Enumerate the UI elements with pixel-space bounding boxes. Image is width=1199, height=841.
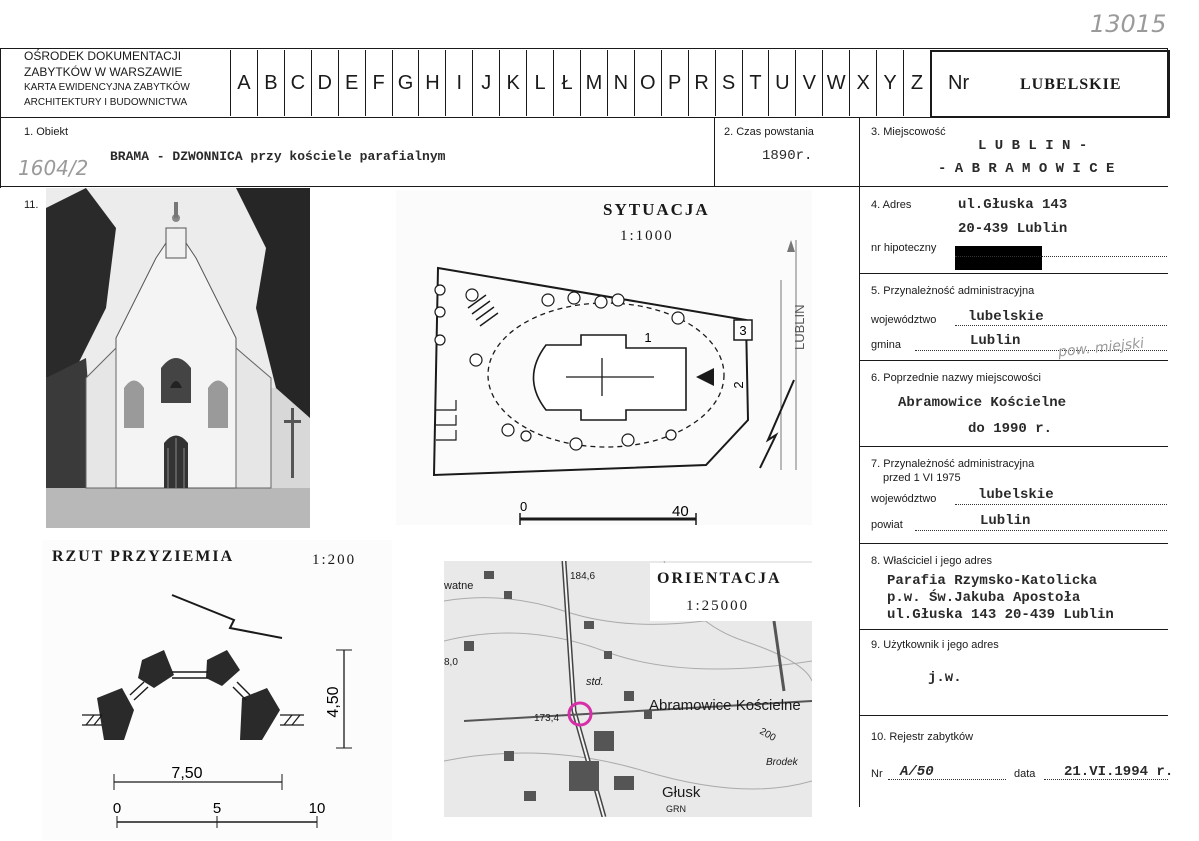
przynaleznosc-note: pow. miejski bbox=[1057, 335, 1145, 361]
rzut-dim-width: 7,50 bbox=[171, 765, 203, 782]
przynaleznosc-gmina-label: gmina bbox=[871, 339, 901, 351]
alphabet-letter: V bbox=[795, 50, 822, 116]
orientacja-scale: 1:25000 bbox=[686, 598, 750, 614]
przynaleznosc-woj-label: województwo bbox=[871, 314, 937, 326]
institution-line3: KARTA EWIDENCYJNA ZABYTKÓW bbox=[24, 82, 190, 93]
map-std: std. bbox=[586, 676, 604, 688]
przyn-przed-woj-value: lubelskie bbox=[978, 487, 1054, 503]
alphabet-letter: W bbox=[822, 50, 849, 116]
adres-line2: 20-439 Lublin bbox=[958, 221, 1068, 237]
uzytkownik-value: j.w. bbox=[928, 670, 962, 686]
nr-value: LUBELSKIE bbox=[1020, 76, 1122, 93]
sytuacja-bar-end: 40 bbox=[672, 503, 689, 520]
divider-obiekt bbox=[714, 117, 715, 187]
map-height-3: 200 bbox=[757, 726, 778, 744]
sytuacja-bar-start: 0 bbox=[520, 499, 528, 514]
divider-main bbox=[859, 117, 860, 807]
sytuacja-mark-3: 3 bbox=[739, 323, 747, 338]
right-row-line-5 bbox=[860, 543, 1168, 544]
przyn-przed-powiat-value: Lublin bbox=[980, 513, 1031, 529]
rejestr-data-label: data bbox=[1014, 768, 1036, 780]
alphabet-letter: B bbox=[257, 50, 284, 116]
handwritten-code: 1604/2 bbox=[18, 156, 89, 180]
map-place-abramowice: Abramowice Kościelne bbox=[649, 697, 801, 714]
alphabet-letter: R bbox=[688, 50, 715, 116]
rejestr-data-value: 21.VI.1994 r. bbox=[1064, 764, 1174, 780]
header-bottom-line bbox=[0, 117, 1168, 118]
map-place-grn: GRN bbox=[666, 804, 686, 814]
map-edge-label: watne bbox=[444, 580, 474, 592]
rzut-bar-10: 10 bbox=[308, 800, 326, 817]
sytuacja-mark-1: 1 bbox=[644, 330, 652, 345]
hipoteczny-redaction bbox=[955, 246, 1042, 270]
section-11-label: 11. bbox=[24, 199, 39, 211]
map-place-brodek: Brodek bbox=[766, 757, 798, 768]
przyn-przed-label1: 7. Przynależność administracyjna bbox=[871, 458, 1035, 470]
hipoteczny-label: nr hipoteczny bbox=[871, 242, 937, 254]
alphabet-letter: N bbox=[607, 50, 634, 116]
alphabet-letter: L bbox=[526, 50, 553, 116]
alphabet-letter: P bbox=[661, 50, 688, 116]
przynaleznosc-woj-value: lubelskie bbox=[968, 309, 1044, 325]
frame-left bbox=[0, 48, 1, 188]
uzytkownik-label: 9. Użytkownik i jego adres bbox=[871, 639, 999, 651]
miejscowosc-label: 3. Miejscowość bbox=[871, 126, 946, 138]
adres-line1: ul.Głuska 143 bbox=[958, 197, 1068, 213]
rzut-plan-drawing bbox=[42, 570, 392, 840]
map-height-1: 184,6 bbox=[570, 571, 596, 582]
rejestr-nr-label: Nr bbox=[871, 768, 883, 780]
sytuacja-scale: 1:1000 bbox=[620, 228, 674, 244]
alphabet-letter: S bbox=[715, 50, 742, 116]
sytuacja-mark-2: 2 bbox=[731, 381, 746, 389]
przynaleznosc-gmina-value: Lublin bbox=[970, 333, 1021, 349]
alphabet-letter: C bbox=[284, 50, 311, 116]
obiekt-value: BRAMA - DZWONNICA przy kościele parafialnym bbox=[110, 149, 446, 164]
miejscowosc-line1: L U B L I N - bbox=[978, 138, 1088, 154]
sytuacja-plan-drawing bbox=[396, 240, 812, 530]
przyn-przed-powiat-label: powiat bbox=[871, 519, 903, 531]
alphabet-letter: E bbox=[338, 50, 365, 116]
przynaleznosc-woj-dots bbox=[955, 325, 1167, 326]
przynaleznosc-label: 5. Przynależność administracyjna bbox=[871, 285, 1035, 297]
poprzednie-line2: do 1990 r. bbox=[968, 421, 1053, 437]
alphabet-letter: X bbox=[849, 50, 876, 116]
alphabet-letter: K bbox=[499, 50, 526, 116]
alphabet-letter: Z bbox=[903, 50, 930, 116]
alphabet-letter: U bbox=[768, 50, 795, 116]
rzut-scale: 1:200 bbox=[312, 552, 357, 568]
alphabet-letter: T bbox=[742, 50, 769, 116]
rejestr-nr-value: A/50 bbox=[900, 764, 934, 780]
obiekt-bottom-line bbox=[0, 186, 860, 187]
alphabet-letter: D bbox=[311, 50, 338, 116]
alphabet-letter: G bbox=[392, 50, 419, 116]
przyn-przed-woj-label: województwo bbox=[871, 493, 937, 505]
przyn-przed-woj-dots bbox=[955, 504, 1167, 505]
wlasciciel-line2: p.w. Św.Jakuba Apostoła bbox=[887, 590, 1081, 606]
alphabet-letter: M bbox=[580, 50, 607, 116]
rzut-bar-5: 5 bbox=[212, 800, 222, 817]
sytuacja-road-label: LUBLIN bbox=[792, 304, 807, 350]
miejscowosc-line2: - A B R A M O W I C E bbox=[938, 161, 1115, 177]
alphabet-letter: O bbox=[634, 50, 661, 116]
right-row-line-6 bbox=[860, 629, 1168, 630]
czas-label: 2. Czas powstania bbox=[724, 126, 814, 138]
hipoteczny-dots bbox=[955, 256, 1167, 257]
alphabet-letter: Ł bbox=[553, 50, 580, 116]
right-row-line-1 bbox=[860, 186, 1168, 187]
przyn-przed-powiat-dots bbox=[915, 530, 1167, 531]
right-row-line-7 bbox=[860, 715, 1168, 716]
institution-line2: ZABYTKÓW W WARSZAWIE bbox=[24, 65, 183, 79]
alphabet-letter: I bbox=[445, 50, 472, 116]
institution-line4: ARCHITEKTURY I BUDOWNICTWA bbox=[24, 97, 188, 108]
alphabet-letter: F bbox=[365, 50, 392, 116]
institution-line1: OŚRODEK DOKUMENTACJI bbox=[24, 49, 182, 63]
orientacja-title: ORIENTACJA bbox=[657, 570, 782, 587]
alphabet-index bbox=[230, 50, 930, 116]
alphabet-letter: J bbox=[472, 50, 499, 116]
photo-gate-belfry bbox=[46, 188, 310, 528]
wlasciciel-line3: ul.Głuska 143 20-439 Lublin bbox=[887, 607, 1114, 623]
adres-label: 4. Adres bbox=[871, 199, 912, 211]
przyn-przed-label2: przed 1 VI 1975 bbox=[883, 472, 961, 484]
alphabet-letter: Y bbox=[876, 50, 903, 116]
map-place-glusk: Głusk bbox=[662, 784, 701, 801]
poprzednie-line1: Abramowice Kościelne bbox=[898, 395, 1067, 411]
right-row-line-4 bbox=[860, 446, 1168, 447]
alphabet-letter: A bbox=[230, 50, 257, 116]
alphabet-letter: H bbox=[418, 50, 445, 116]
rzut-bar-0: 0 bbox=[112, 800, 122, 817]
right-row-line-2 bbox=[860, 273, 1168, 274]
card-number: 13015 bbox=[1090, 10, 1167, 38]
rzut-dim-height: 4,50 bbox=[325, 686, 342, 718]
rzut-title: RZUT PRZYZIEMIA bbox=[52, 548, 235, 565]
czas-value: 1890r. bbox=[762, 148, 813, 164]
obiekt-label: 1. Obiekt bbox=[24, 126, 69, 138]
rejestr-label: 10. Rejestr zabytków bbox=[871, 731, 974, 743]
wlasciciel-label: 8. Właściciel i jego adres bbox=[871, 555, 993, 567]
orientacja-map bbox=[444, 561, 812, 817]
nr-label: Nr bbox=[948, 72, 970, 94]
map-height-2: 173,4 bbox=[534, 713, 560, 724]
wlasciciel-line1: Parafia Rzymsko-Katolicka bbox=[887, 573, 1098, 589]
map-edge-label-2: 8,0 bbox=[444, 657, 458, 668]
poprzednie-label: 6. Poprzednie nazwy miejscowości bbox=[871, 372, 1041, 384]
right-row-line-3 bbox=[860, 360, 1168, 361]
sytuacja-title: SYTUACJA bbox=[603, 200, 710, 219]
